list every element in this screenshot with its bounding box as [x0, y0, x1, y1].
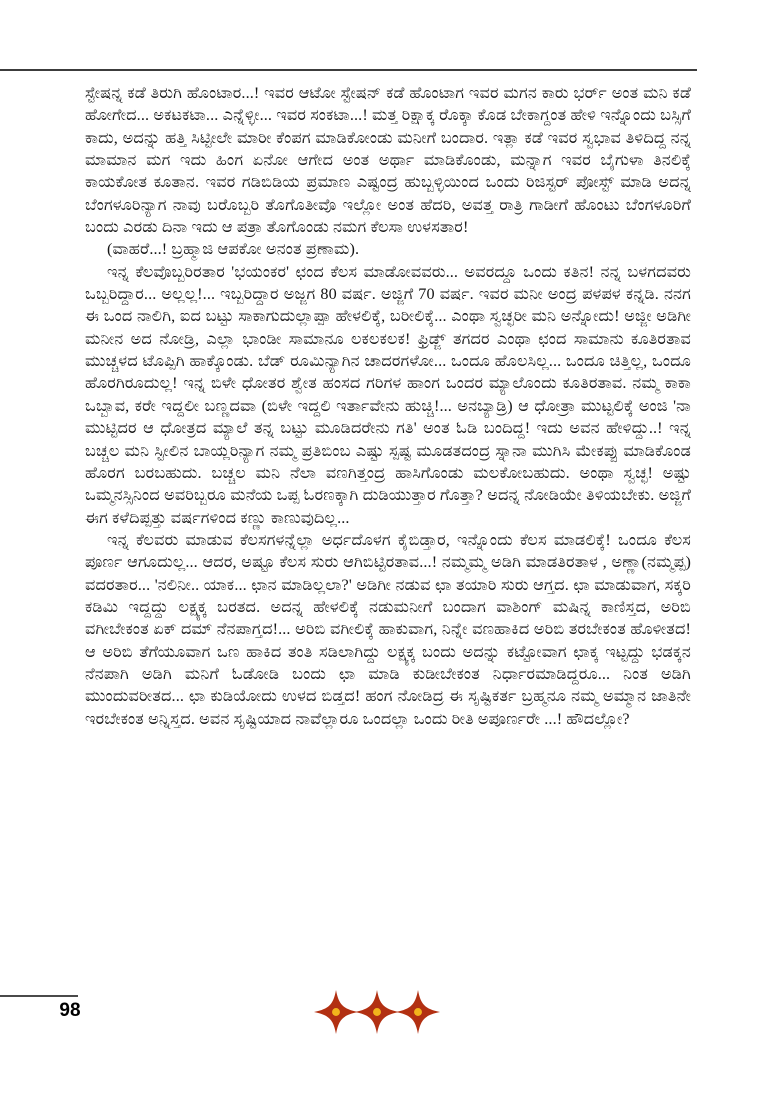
star-flourish-icon — [314, 987, 358, 1037]
star-flourish-icon — [355, 987, 399, 1037]
header-rule — [0, 69, 697, 71]
paragraph: ಇನ್ನ ಕೆಲವರು ಮಾಡುವ ಕೆಲಸಗಳನ್ನೆಲ್ಲಾ ಅರ್ಧದೊಳಗ ಕೈಬಿಡ್ತಾರ, ಇನ್ನೊಂದು ಕೆಲಸ ಮಾಡಲಿಕ್ಕೆ! ಒಂದೂ ಕೆಲಸ ಪೂರ್ಣ ಆಗೂದುಲ್ಲ... ಆದರ, ಅಷ್ಟೂ ಕೆಲಸ ಸುರು ಆಗಿಬಿಟ್ಟಿರತಾವ...! ನಮ್ಮಮ್ಮ ಅಡಿಗಿ ಮಾಡತಿರತಾಳ , ಅಣ್ಣಾ(ನಮ್ಮಪ್ಪ) ವದರತಾರ... 'ನಲಿನೀ.. ಯಾಕ... ಛಾನ ಮಾಡಿಲ್ಲಲಾ?' ಅಡಿಗೀ ನಡುವ ಛಾ ತಯಾರಿ ಸುರು ಆಗ್ತದ. ಛಾ ಮಾಡುವಾಗ, ಸಕ್ಕರಿ ಕಡಿಮಿ ಇದ್ದದ್ದು ಲಕ್ಷ್ಯಕ್ಕ ಬರತದ. ಅದನ್ನ ಹೇಳಲಿಕ್ಕೆ ನಡುಮನೀಗೆ ಬಂದಾಗ ವಾಶಿಂಗ್ ಮಷಿನ್ನ ಕಾಣಿಸ್ತದ, ಅರಿಬಿ ವಗೀಬೇಕಂತ ಏಕ್ ದಮ್ ನೆನಪಾಗ್ತದ!... ಅರಿಬಿ ವಗೀಲಿಕ್ಕೆ ಹಾಕುವಾಗ, ನಿನ್ನೇ ವಣಹಾಕಿದ ಅರಿಬಿ ತರಬೇಕಂತ ಹೊಳೀತದ! ಆ ಅರಿಬಿ ತೆಗೆಯೂವಾಗ ಒಣ ಹಾಕಿದ ತಂತಿ ಸಡಿಲಾಗಿದ್ದು ಲಕ್ಷ್ಯಕ್ಕ ಬಂದು ಅದನ್ನು ಕಟ್ಟೋವಾಗ ಛಾಕ್ಕ ಇಟ್ಟದ್ದು ಭಡಕ್ಕನ ನೆನಪಾಗಿ ಅಡಿಗಿ ಮನಿಗೆ ಓಡೋಡಿ ಬಂದು ಛಾ ಮಾಡಿ ಕುಡೀಬೇಕಂತ ನಿರ್ಧಾರಮಾಡಿದ್ದರೂ... ನಿಂತ ಅಡಿಗಿ ಮುಂದುವರೀತದ... ಛಾ ಕುಡಿಯೋದು ಉಳದ ಬಿಡ್ತದ! ಹಂಗ ನೋಡಿದ್ರ ಈ ಸೃಷ್ಟಿಕರ್ತ ಬ್ರಹ್ಮನೂ ನಮ್ಮ ಅಮ್ಮಾನ ಜಾತಿನೇ ಇರಬೇಕಂತ ಅನ್ನಿಸ್ತದ. ಅವನ ಸೃಷ್ಟಿಯಾದ ನಾವೆಲ್ಲಾರೂ ಒಂದಲ್ಲಾ ಒಂದು ರೀತಿ ಅಪೂರ್ಣರೇ ...! ಹೌದಲ್ಲೋ? — [85, 530, 691, 728]
page-number-rule — [0, 995, 78, 997]
paragraph: (ವಾಹರೆ...! ಬ್ರಹ್ಮಾಜಿ ಆಪಕೋ ಅನಂತ ಪ್ರಣಾಮ). — [107, 240, 360, 259]
page-number: 98 — [59, 1000, 81, 1021]
body-text — [85, 82, 691, 730]
star-flourish-icon — [396, 987, 440, 1037]
paragraph: ಇನ್ನ ಕೆಲವೊಬ್ಬರಿರತಾರ 'ಭಯಂಕರ' ಛಂದ ಕೆಲಸ ಮಾಡೋವವರು... ಅವರದ್ದೂ ಒಂದು ಕತಿನ! ನನ್ನ ಬಳಗದವರು ಒಬ್ಬರಿದ್ದಾರ... ಅಲ್ಲಲ್ಲ!... ಇಬ್ಬರಿದ್ದಾರ ಅಜ್ಜಗ 80 ವರ್ಷ. ಅಜ್ಜಿಗೆ 70 ವರ್ಷ. ಇವರ ಮನೀ ಅಂದ್ರ ಪಳಪಳ ಕನ್ನಡಿ. ನನಗ ಈ ಒಂದ ನಾಲಿಗಿ, ಐದ ಬಟ್ಟು ಸಾಕಾಗುದುಲ್ಲಾಪ್ಪಾ ಹೇಳಲಿಕ್ಕೆ, ಬರೀಲಿಕ್ಕೆ... ಎಂಥಾ ಸ್ವಚ್ಛರೀ ಮನಿ ಅನ್ನೋದು! ಅಜ್ಜೀ ಅಡಿಗೀ ಮನೀನ ಅದ ನೋಡ್ರಿ, ಎಲ್ಲಾ ಭಾಂಡೀ ಸಾಮಾನೂ ಲಕಲಕಲಕ! ಫ್ರಿಡ್ಜ್ ತಗದರ ಎಂಥಾ ಛಂದ ಸಾಮಾನು ಕೂತಿರತಾವ ಮುಚ್ಚಳದ ಟೊಪ್ಪಿಗಿ ಹಾಕ್ಕೊಂಡು. ಬೆಡ್ ರೂಮಿನ್ಯಾಗಿನ ಚಾದರಗಳೋ... ಒಂದೂ ಹೊಲಸಿಲ್ಲ... ಒಂದೂ ಚಿತ್ತಿಲ್ಲ, ಒಂದೂ ಹೊರಗಿರೂದುಲ್ಲ! ಇನ್ನ ಬಿಳೇ ಧೋತರ ಶ್ವೇತ ಹಂಸದ ಗರಿಗಳ ಹಾಂಗ ಒಂದರ ಮ್ಯಾಲೊಂದು ಕೂತಿರತಾವ. ನಮ್ಮ ಕಾಕಾ ಒಬ್ಬಾವ, ಕರೇ ಇದ್ದಲೀ ಬಣ್ಣದವಾ (ಬಿಳೇ ಇದ್ದಲಿ ಇರ್ತಾವೇನು ಹುಚ್ಚಿ!... ಅನಬ್ಯಾಡ್ರಿ) ಆ ಧೋತ್ರಾ ಮುಟ್ಟಲಿಕ್ಕೆ ಅಂಜಿ 'ನಾ ಮುಟ್ಟಿದರ ಆ ಧೋತ್ರದ ಮ್ಯಾಲೆ ತನ್ನ ಬಟ್ಟು ಮೂಡಿದರೇನು ಗತಿ' ಅಂತ ಓಡಿ ಬಂದಿದ್ದ! ಇದು ಅವನ ಹೇಳಿದ್ದು..! ಇನ್ನ ಬಚ್ಚಲ ಮನಿ ಸ್ಟೀಲಿನ ಬಾಯ್ಲರಿನ್ಯಾಗ ನಮ್ಮ ಪ್ರತಿಬಿಂಬ ಎಷ್ಟು ಸ್ಪಷ್ಟ ಮೂಡತದಂದ್ರ ಸ್ನಾನಾ ಮುಗಿಸಿ ಮೇಕಪ್ಪು ಮಾಡಿಕೊಂಡ ಹೊರಗ ಬರಬಹುದು. ಬಚ್ಚಲ ಮನಿ ನೆಲಾ ವಣಗಿತ್ತಂದ್ರ ಹಾಸಿಗೊಂಡು ಮಲಕೋಬಹುದು. ಅಂಥಾ ಸ್ವಚ್ಛ! ಅಷ್ಟು ಒಮ್ಮನಸ್ಸಿನಿಂದ ಅವರಿಬ್ಬರೂ ಮನೆಯ ಒಪ್ಪ ಓರಣಕ್ಕಾಗಿ ದುಡಿಯುತ್ತಾರ ಗೊತ್ತಾ? ಅದನ್ನ ನೋಡಿಯೇ ತಿಳಿಯಬೇಕು. ಅಜ್ಜಿಗೆ ಈಗ ಕಳೆದಿಪ್ಪತ್ತು ವರ್ಷಗಳಿಂದ ಕಣ್ಣು ಕಾಣುವುದಿಲ್ಲ... — [85, 262, 691, 527]
paragraph: ಸ್ಟೇಷನ್ನ ಕಡೆ ತಿರುಗಿ ಹೊಂಟಾರ...! ಇವರ ಆಟೋ ಸ್ಟೇಷನ್ ಕಡೆ ಹೊಂಟಾಗ ಇವರ ಮಗನ ಕಾರು ಭರ್ರ್ ಅಂತ ಮನಿ ಕಡೆ ಹೋಗೇದ... ಅಕಟಕಟಾ... ಎನ್ನೆಳ್ಳೀ... ಇವರ ಸಂಕಟಾ...! ಮತ್ತ ರಿಕ್ಷಾಕ್ಕ ರೊಕ್ಕಾ ಕೊಡ ಬೇಕಾಗ್ದಂತ ಹೇಳಿ ಇನ್ನೊಂದು ಬಸ್ಸಿಗೆ ಕಾದು, ಅದನ್ನು ಹತ್ತಿ ಸಿಟ್ಟೀಲೇ ಮಾರೀ ಕೆಂಪಗ ಮಾಡಿಕೋಂಡು ಮನೀಗೆ ಬಂದಾರ. ಇತ್ಲಾ ಕಡೆ ಇವರ ಸ್ವಭಾವ ತಿಳಿದಿದ್ದ ನನ್ನ ಮಾಮಾನ ಮಗ ಇದು ಹಿಂಗ ಏನೋ ಆಗೇದ ಅಂತ ಅರ್ಥಾ ಮಾಡಿಕೊಂಡು, ಮನ್ನಾಗ ಇವರ ಬೈಗುಳಾ ತಿನಲಿಕ್ಕೆ ಕಾಯಕೋತ ಕೂತಾನ. ಇವರ ಗಡಿಬಿಡಿಯ ಪ್ರಮಾಣ ಎಷ್ಟಂದ್ರ ಹುಬ್ಬಳ್ಳಿಯಿಂದ ಒಂದು ರಿಜಿಸ್ಟರ್ ಪೋಸ್ಟ್ ಮಾಡಿ ಅದನ್ನ ಬೆಂಗಳೂರಿನ್ಯಾಗ ನಾವು ಬರೊಬ್ಬರಿ ತೊಗೊತೀವೊ ಇಲ್ಲೋ ಅಂತ ಹೆದರಿ, ಅವತ್ತ ರಾತ್ರಿ ಗಾಡೀಗೆ ಹೊಂಟು ಬೆಂಗಳೂರಿಗೆ ಬಂದು ಎರಡು ದಿನಾ ಇದು ಆ ಪತ್ರಾ ತೊಗೊಂಡು ನಮಗ ಕೆಲಸಾ ಉಳಸತಾರ! — [85, 84, 691, 237]
footer-ornament — [314, 987, 440, 1037]
